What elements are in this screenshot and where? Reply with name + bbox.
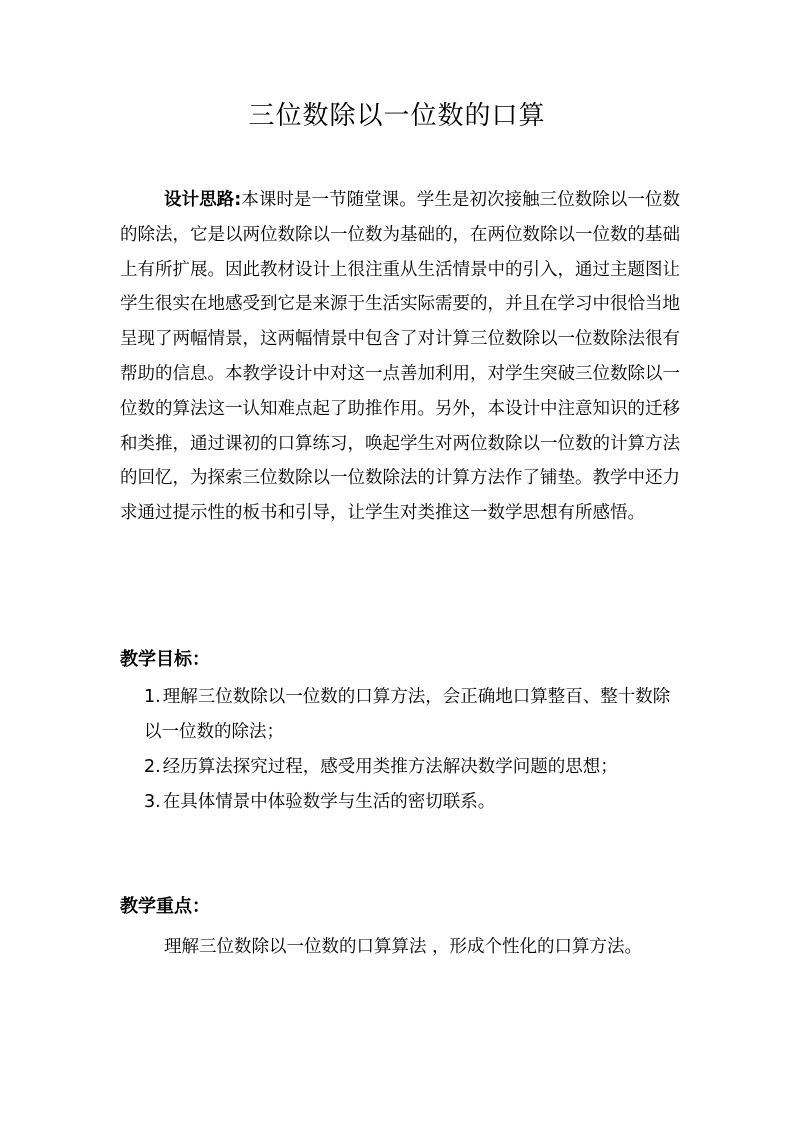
objective-number: 1. bbox=[144, 687, 161, 707]
objective-item bbox=[120, 680, 680, 750]
objectives-list bbox=[120, 680, 680, 820]
key-points-heading: 教学重点： bbox=[120, 896, 210, 917]
design-text: 本课时是一节随堂课。学生是初次接触三位数除以一位数的除法，它是以两位数除以一位数为基础的，在两位数除以一位数的基础上有所扩展。因此教材设计上很注重从生活情景中的引入，通过主题图让学生很实在地感受到它是来源于生活实际需要的，并且在学习中很恰当地呈现了两幅情景，这两幅情景中包含了对计算三位数除以一位数除法很有帮助的信息。本教学设计中对这一点善加利用，对学生突破三位数除以一位数的算法这一认知难点起了助推作用。另外，本设计中注意知识的迁移和类推，通过课初的口算练习，唤起学生对两位数除以一位数的计算方法的回忆，为探索三位数除以一位数除法的计算方法作了铺垫。教学中还力求通过提示性的板书和引导，让学生对类推这一数学思想有所感悟。 bbox=[120, 190, 681, 524]
objective-number: 3. bbox=[144, 792, 161, 812]
objective-number: 2. bbox=[144, 757, 161, 777]
design-paragraph bbox=[120, 183, 680, 531]
objective-text: 经历算法探究过程，感受用类推方法解决数学问题的思想； bbox=[162, 757, 618, 777]
objective-item bbox=[120, 750, 680, 785]
objective-text: 在具体情景中体验数学与生活的密切联系。 bbox=[162, 792, 496, 812]
document-title: 三位数除以一位数的口算 bbox=[248, 101, 546, 131]
objectives-heading: 教学目标： bbox=[120, 649, 210, 670]
objective-text: 理解三位数除以一位数的口算方法，会正确地口算整百、整十数除以一位数的除法； bbox=[144, 687, 671, 742]
key-points-text: 理解三位数除以一位数的口算算法 ，形成个性化的口算方法。 bbox=[164, 937, 643, 957]
objective-item bbox=[120, 785, 680, 820]
design-label: 设计思路: bbox=[164, 190, 242, 210]
